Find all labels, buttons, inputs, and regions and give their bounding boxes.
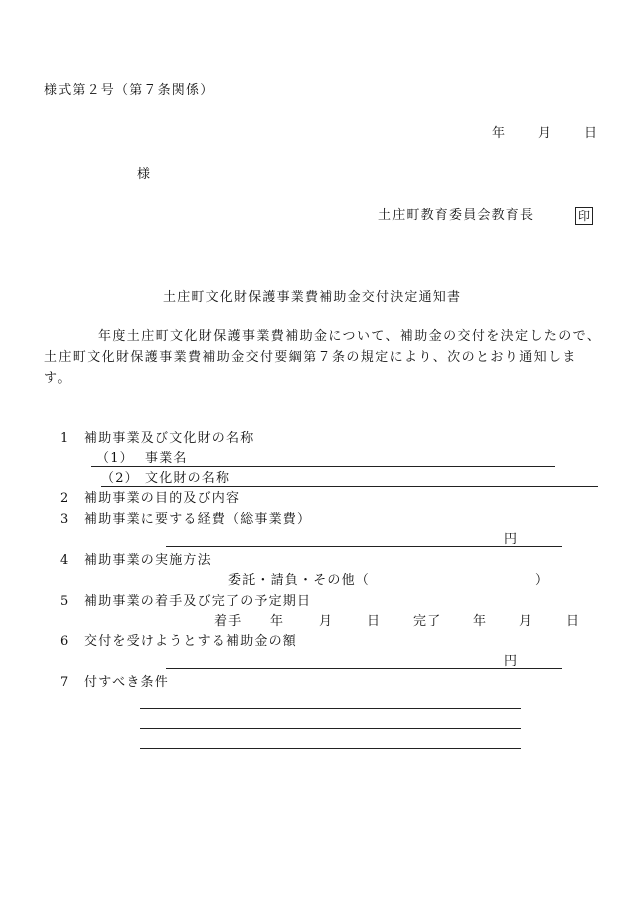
item-5-number: 5	[60, 594, 70, 609]
item-5-end-year: 年	[473, 614, 488, 629]
item-2-number: 2	[60, 491, 70, 506]
item-6-number: 6	[60, 634, 70, 649]
item-7-condition-line-2	[140, 728, 521, 729]
item-7-condition-line-1	[140, 708, 521, 709]
item-1-sub-1-underline	[91, 466, 555, 467]
item-5-start-label: 着手	[214, 614, 243, 629]
item-4-number: 4	[60, 553, 70, 568]
item-3-underline	[166, 546, 562, 547]
item-7-condition-line-3	[140, 748, 521, 749]
item-4-detail: 委託・請負・その他（	[228, 573, 371, 588]
item-5-end-label: 完了	[413, 614, 442, 629]
item-3-number: 3	[60, 512, 70, 527]
form-number: 様式第２号（第７条関係）	[44, 83, 215, 98]
item-5-start-day: 日	[367, 614, 382, 629]
issuer: 土庄町教育委員会教育長	[378, 208, 535, 223]
item-1-sub-1-label: 事業名	[145, 451, 188, 466]
item-5-start-month: 月	[319, 614, 334, 629]
seal-stamp: 印	[575, 207, 593, 225]
item-5-label: 補助事業の着手及び完了の予定期日	[84, 594, 312, 609]
item-2-label: 補助事業の目的及び内容	[84, 491, 241, 506]
item-7-label: 付すべき条件	[84, 675, 169, 690]
item-1-sub-1-number: （1）	[96, 451, 134, 466]
item-1-sub-2-label: 文化財の名称	[145, 471, 231, 486]
date-month: 月	[538, 126, 553, 141]
item-1-label: 補助事業及び文化財の名称	[84, 431, 255, 446]
item-1-sub-2-underline	[101, 486, 598, 487]
item-6-label: 交付を受けようとする補助金の額	[84, 634, 298, 649]
item-1-sub-2-number: （2）	[101, 471, 139, 486]
item-3-unit: 円	[504, 532, 519, 547]
date-year: 年	[492, 126, 507, 141]
item-5-start-year: 年	[270, 614, 285, 629]
date-day: 日	[584, 126, 599, 141]
body-paragraph: 年度土庄町文化財保護事業費補助金について、補助金の交付を決定したので、土庄町文化財保護事業費補助金交付要綱第７条の規定により、次のとおり通知します。	[44, 329, 602, 386]
item-1-number: 1	[60, 431, 70, 446]
document-title: 土庄町文化財保護事業費補助金交付決定通知書	[163, 290, 462, 305]
item-6-unit: 円	[504, 654, 519, 669]
item-4-detail-close: ）	[535, 573, 550, 588]
item-5-end-day: 日	[566, 614, 581, 629]
item-7-number: 7	[60, 675, 70, 690]
item-5-end-month: 月	[519, 614, 534, 629]
item-6-underline	[166, 668, 562, 669]
item-4-label: 補助事業の実施方法	[84, 553, 212, 568]
addressee-suffix: 様	[137, 167, 152, 182]
item-3-label: 補助事業に要する経費（総事業費）	[84, 512, 312, 527]
